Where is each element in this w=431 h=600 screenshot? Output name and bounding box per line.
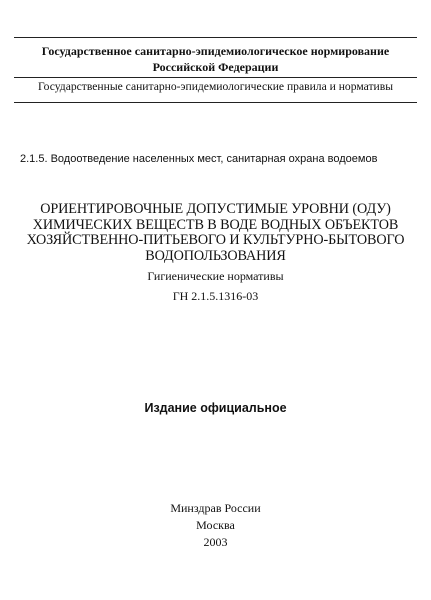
title-line-4: ВОДОПОЛЬЗОВАНИЯ [145, 247, 286, 264]
title-line-1: ОРИЕНТИРОВОЧНЫЕ ДОПУСТИМЫЕ УРОВНИ (ОДУ) [40, 201, 391, 217]
title-line-3: ХОЗЯЙСТВЕННО-ПИТЬЕВОГО И КУЛЬТУРНО-БЫТОВОГО [26, 232, 405, 248]
publication-year: 2003 [203, 535, 228, 549]
header-box [14, 37, 417, 103]
section-heading: 2.1.5. Водоотведение населенных мест, санитарная охрана водоемов [20, 153, 378, 165]
publisher-footer [0, 500, 431, 551]
header-line-2: Российской Федерации [152, 60, 279, 74]
header-divider [14, 77, 417, 78]
document-code: ГН 2.1.5.1316-03 [172, 289, 259, 303]
document-subtitle: Гигиенические нормативы [147, 269, 284, 283]
edition-label: Издание официальное [144, 401, 287, 415]
header-line-1: Государственное санитарно-эпидемиологическое нормирование [41, 44, 390, 58]
title-block [0, 202, 431, 304]
publisher-city: Москва [196, 518, 235, 532]
header-line-3: Государственные санитарно-эпидемиологические правила и нормативы [37, 80, 393, 93]
title-line-2: ХИМИЧЕСКИХ ВЕЩЕСТВ В ВОДЕ ВОДНЫХ ОБЪЕКТОВ [32, 216, 399, 233]
publisher-name: Минздрав России [170, 501, 261, 515]
